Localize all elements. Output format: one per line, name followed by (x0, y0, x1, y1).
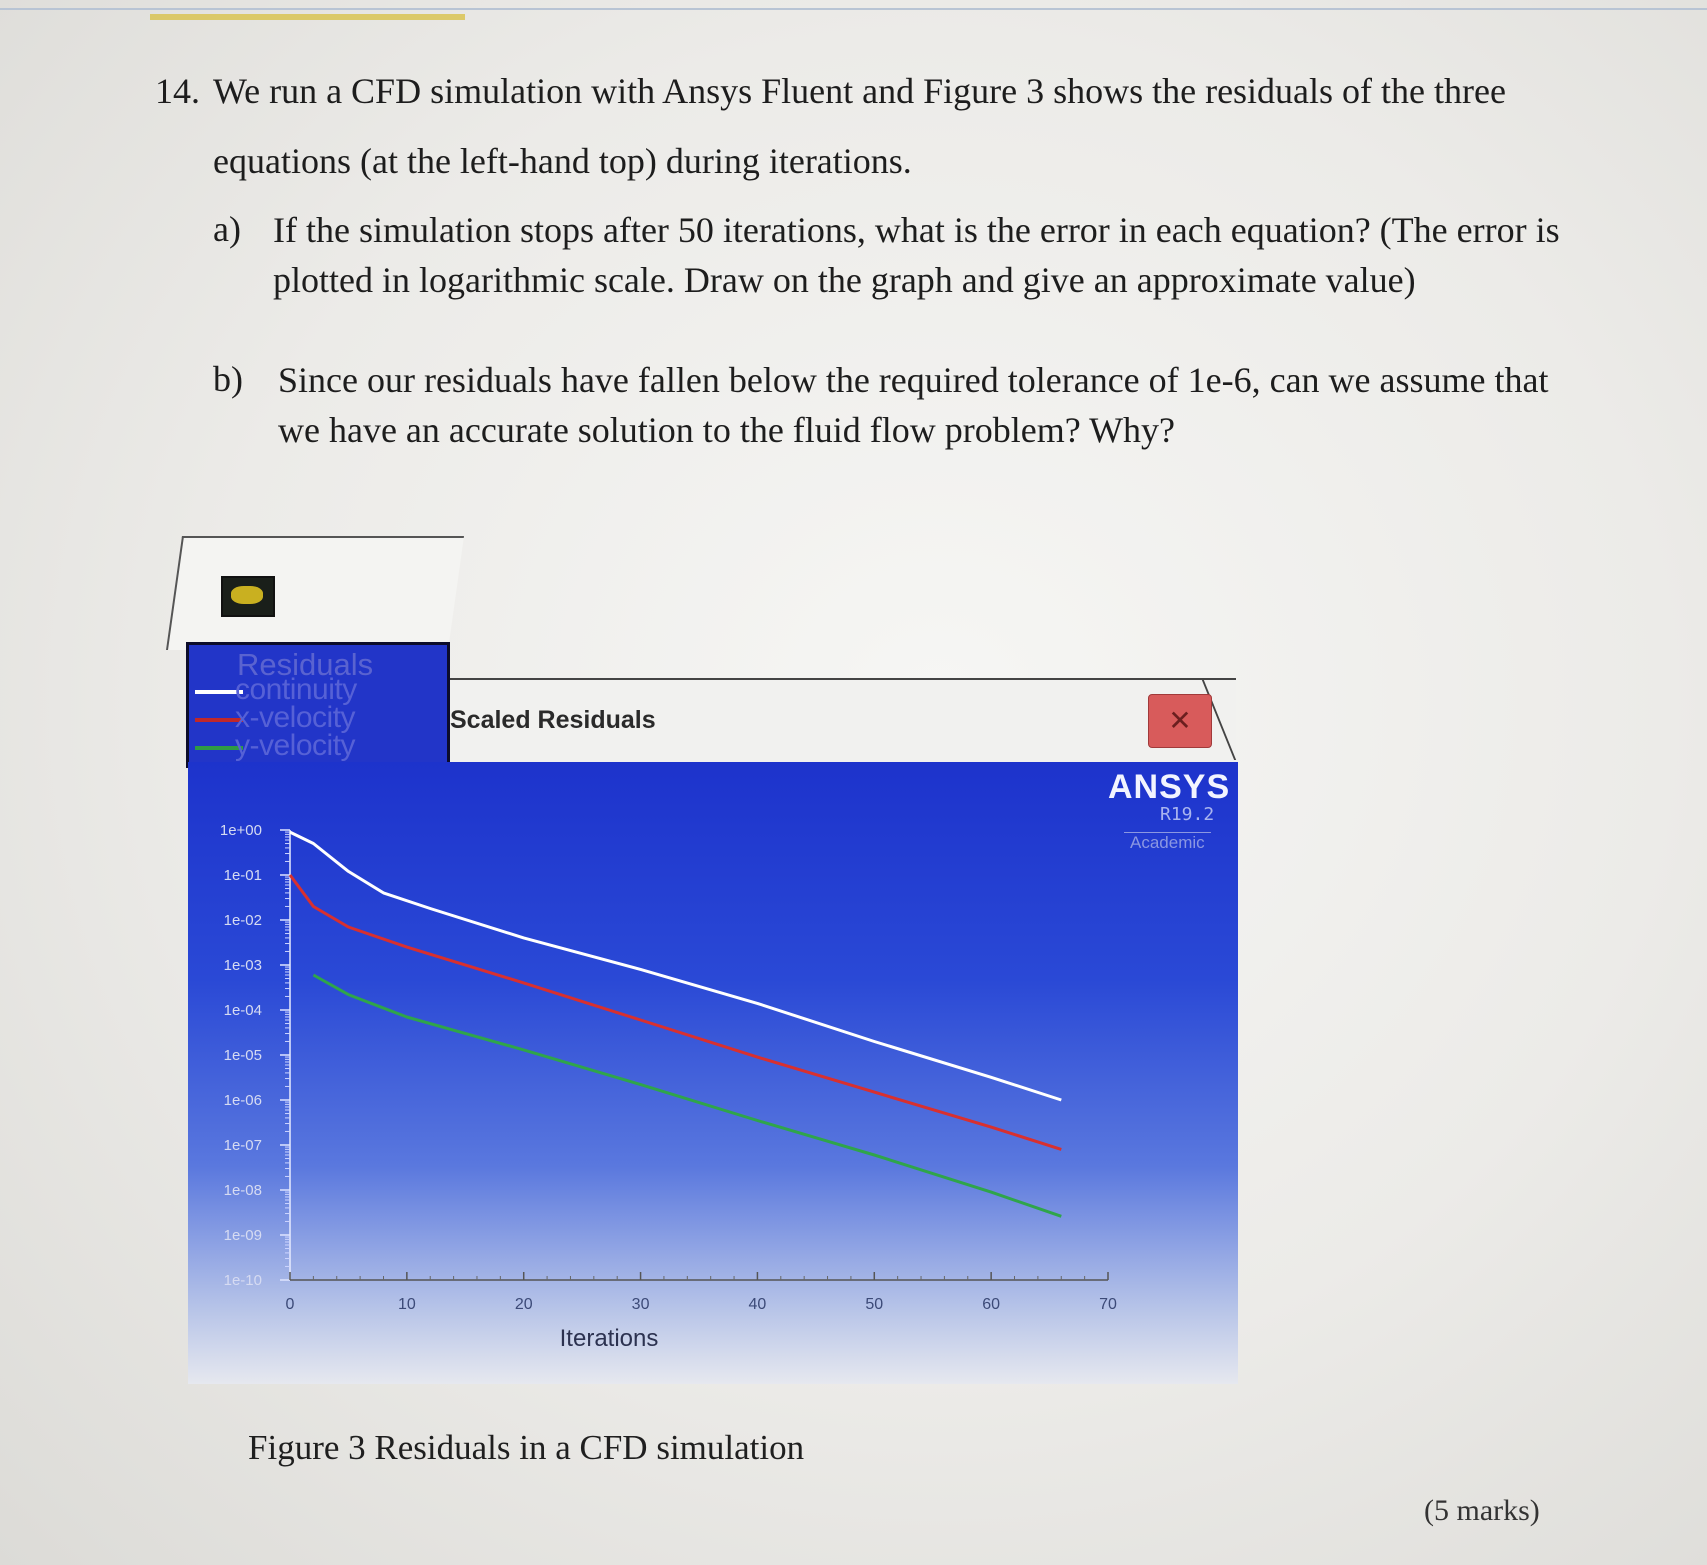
y-tick-label: 1e-02 (223, 912, 262, 929)
window-title: Scaled Residuals (450, 706, 656, 734)
residuals-chart (188, 762, 1238, 1384)
x-tick-label: 70 (1099, 1296, 1117, 1313)
fluent-app-icon (221, 576, 275, 617)
figure-caption: Figure 3 Residuals in a CFD simulation (248, 1428, 805, 1467)
ansys-logo: ANSYS (1108, 768, 1231, 806)
y-tick-label: 1e-05 (223, 1047, 262, 1064)
part-a-label: a) (213, 209, 241, 249)
series-line-continuity (290, 832, 1061, 1100)
edition-label: Academic (1124, 832, 1211, 853)
question-number: 14. (155, 71, 200, 111)
series-line-x-velocity (290, 875, 1061, 1149)
x-axis-label: Iterations (559, 1325, 659, 1352)
legend-label-y-velocity: y-velocity (235, 729, 356, 762)
plot-area (188, 762, 1238, 1384)
highlight-mark (150, 14, 465, 20)
y-tick-label: 1e-09 (223, 1227, 262, 1244)
close-button[interactable]: ✕ (1148, 694, 1212, 748)
y-tick-label: 1e-01 (223, 867, 262, 884)
chart-legend (186, 642, 450, 768)
question-line-2: equations (at the left-hand top) during iterations. (213, 141, 912, 181)
y-tick-label: 1e-10 (223, 1272, 262, 1289)
legend-label-continuity: continuity (235, 673, 357, 706)
tab-background (166, 536, 464, 650)
x-tick-label: 50 (865, 1296, 884, 1313)
x-tick-label: 40 (748, 1296, 767, 1313)
y-tick-label: 1e+00 (219, 822, 262, 839)
legend-title: Residuals (237, 647, 374, 682)
marks-label: (5 marks) (1424, 1494, 1540, 1527)
part-b-text: Since our residuals have fallen below the required tolerance of 1e-6, can we assume that we have an accurate solution to the fluid flow problem? Why? (278, 360, 1549, 450)
release-label: R19.2 (1160, 804, 1215, 825)
y-tick-label: 1e-07 (223, 1137, 262, 1154)
y-tick-label: 1e-03 (223, 957, 262, 974)
legend-label-x-velocity: x-velocity (235, 701, 356, 734)
x-tick-label: 10 (397, 1296, 416, 1313)
y-tick-label: 1e-06 (223, 1092, 262, 1109)
question-line-1: We run a CFD simulation with Ansys Fluent and Figure 3 shows the residuals of the three (213, 71, 1506, 111)
x-tick-label: 30 (631, 1296, 650, 1313)
x-tick-label: 0 (285, 1296, 295, 1313)
part-b-label: b) (213, 359, 243, 399)
y-tick-label: 1e-08 (223, 1182, 262, 1199)
series-line-y-velocity (313, 975, 1061, 1216)
x-tick-label: 20 (514, 1296, 533, 1313)
x-tick-label: 60 (982, 1296, 1001, 1313)
top-rule (0, 8, 1707, 10)
y-tick-label: 1e-04 (223, 1002, 262, 1019)
part-a-text: If the simulation stops after 50 iterations, what is the error in each equation? (The error is plotted in logarithmic scale. Draw on the graph and give an approximate value) (273, 210, 1560, 300)
